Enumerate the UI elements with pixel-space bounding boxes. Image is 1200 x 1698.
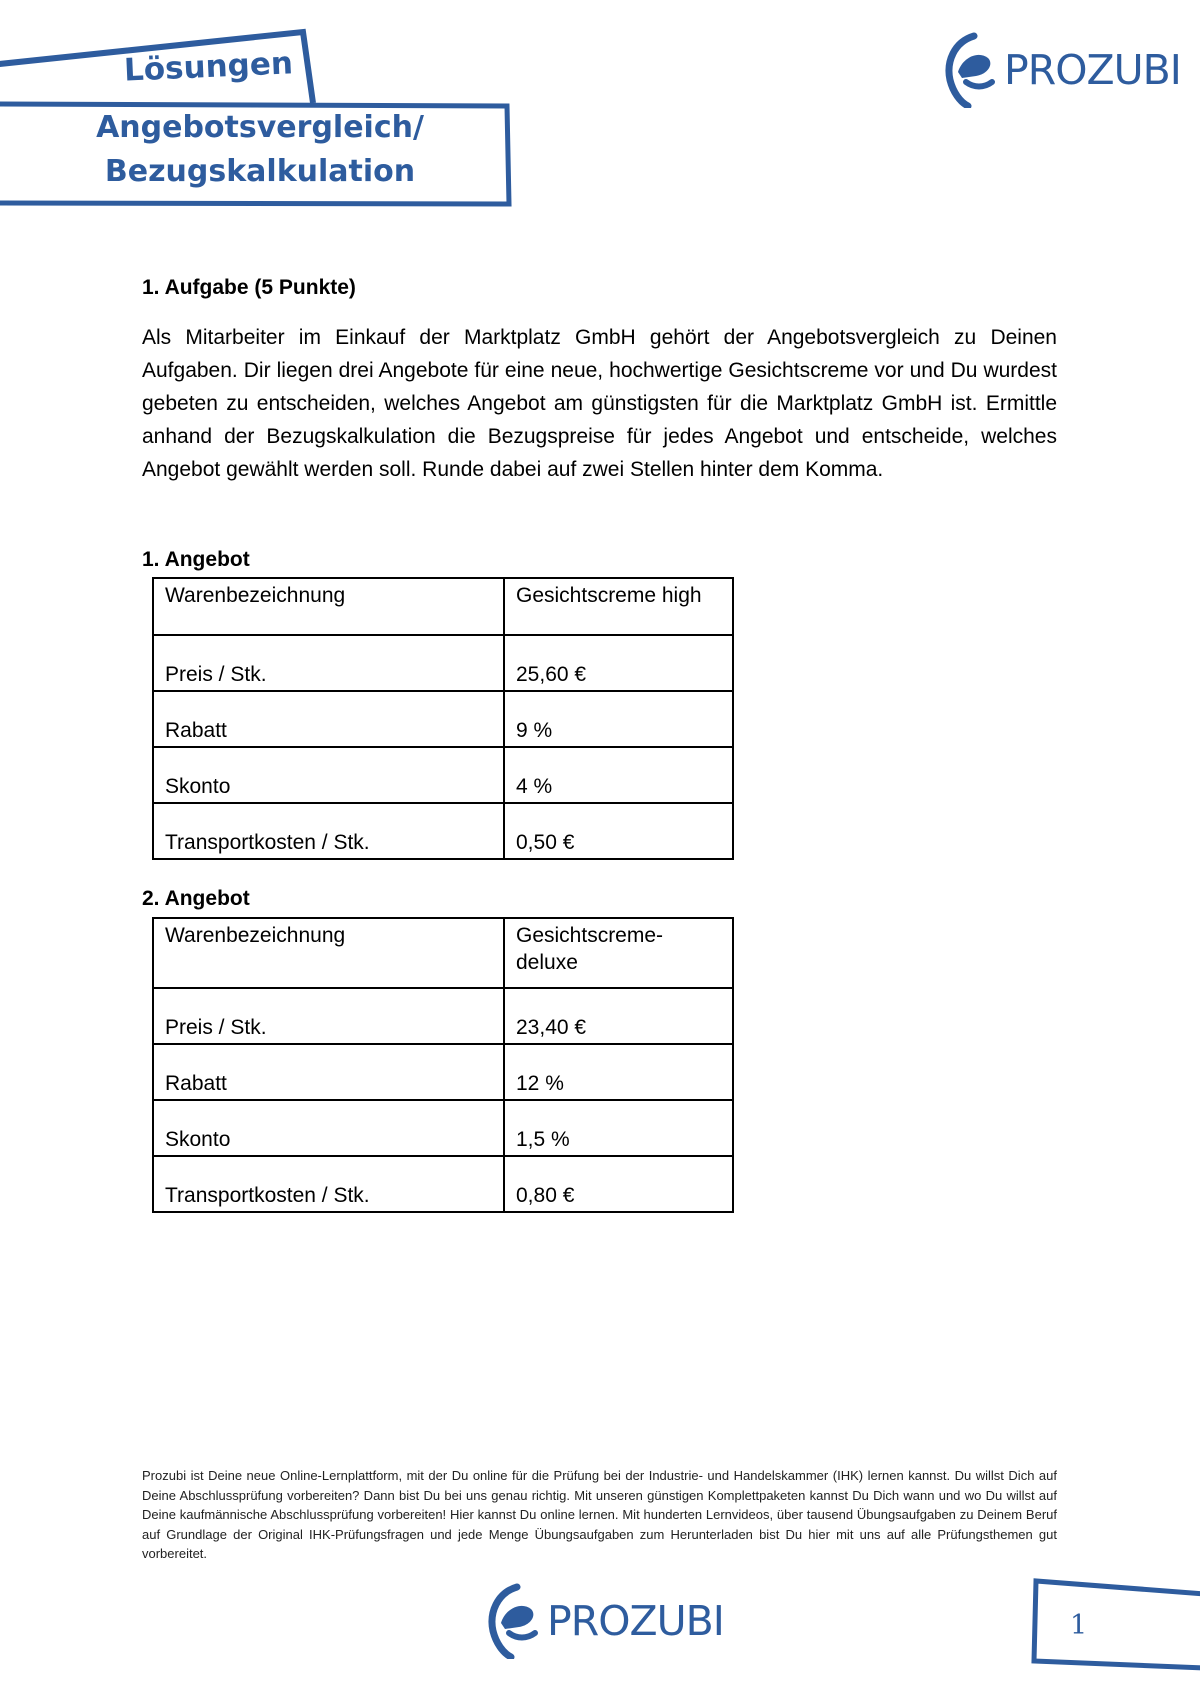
offer-1-heading: 1. Angebot [142,548,250,571]
offer-2-heading: 2. Angebot [142,887,250,910]
table-row [153,803,733,859]
table-cell-value: 23,40 € [504,988,733,1044]
table-row [153,747,733,803]
table-cell-label: Warenbezeichnung [153,918,504,988]
table-row [153,578,733,635]
table-cell-value: 1,5 % [504,1100,733,1156]
prozubi-logo-icon [944,32,1002,108]
table-cell-label: Skonto [153,747,504,803]
solutions-tag: Lösungen [123,45,294,89]
footer-text: Prozubi ist Deine neue Online-Lernplattform, mit der Du online für die Prüfung bei der Industrie- und Handelskammer (IHK) lernen kannst. Du willst Dich auf Deine Abschlussprüfung vorbereiten? Dann bist Du bei uns genau richtig. Mit unseren günstigen Komplettpaketen kannst Du Dich wann und wo Du willst auf Deine kaufmännische Abschlussprüfung vorbereiten! Hier kannst Du online lernen. Mit hunderten Lernvideos, über tausend Übungsaufgaben zu Deinem Beruf auf Grundlage der Original IHK-Prüfungsfragen und jede Menge Übungsaufgaben zum Herunterladen bist Du hier mit uns auf alle Prüfungsthemen gut vorbereitet. [142,1468,1057,1561]
table-row [153,1156,733,1212]
table-row [153,918,733,988]
task-heading: 1. Aufgabe (5 Punkte) [142,276,356,299]
page-number: 1 [1070,1610,1088,1641]
page-number-frame [1030,1578,1200,1673]
prozubi-logo-text: PROZUBI [1004,46,1181,94]
prozubi-logo-text: PROZUBI [547,1597,724,1645]
table-cell-label: Warenbezeichnung [153,578,504,635]
title-line-1: Angebotsvergleich/ [96,110,424,145]
table-cell-label: Preis / Stk. [153,988,504,1044]
table-cell-value: Gesichtscreme high [504,578,733,635]
table-cell-value: 0,50 € [504,803,733,859]
table-cell-value: 25,60 € [504,635,733,691]
prozubi-logo-top [944,32,1181,108]
table-cell-label: Rabatt [153,691,504,747]
offer-1-table [152,577,734,860]
table-cell-label: Skonto [153,1100,504,1156]
title-line-2: Bezugskalkulation [104,154,416,189]
table-cell-value: 4 % [504,747,733,803]
table-cell-value: Gesichtscreme-deluxe [504,918,733,988]
table-cell-label: Transportkosten / Stk. [153,1156,504,1212]
table-row [153,1100,733,1156]
table-row [153,691,733,747]
table-cell-value: 9 % [504,691,733,747]
offer-2-table [152,917,734,1213]
table-cell-label: Rabatt [153,1044,504,1100]
table-cell-label: Preis / Stk. [153,635,504,691]
table-cell-value: 12 % [504,1044,733,1100]
table-row [153,1044,733,1100]
table-cell-value: 0,80 € [504,1156,733,1212]
table-row [153,988,733,1044]
task-description: Als Mitarbeiter im Einkauf der Marktplatz GmbH gehört der Angebotsvergleich zu Deinen Aufgaben. Dir liegen drei Angebote für eine neue, hochwertige Gesichtscreme vor und Du wurdest gebeten zu entscheiden, welches Angebot am günstigsten für die Marktplatz GmbH ist. Ermittle anhand der Bezugskalkulation die Bezugspreise für jedes Angebot und entscheide, welches Angebot gewählt werden soll. Runde dabei auf zwei Stellen hinter dem Komma. [142,326,1057,481]
table-cell-label: Transportkosten / Stk. [153,803,504,859]
table-row [153,635,733,691]
prozubi-logo-icon [487,1583,545,1659]
prozubi-logo-bottom [487,1583,724,1659]
